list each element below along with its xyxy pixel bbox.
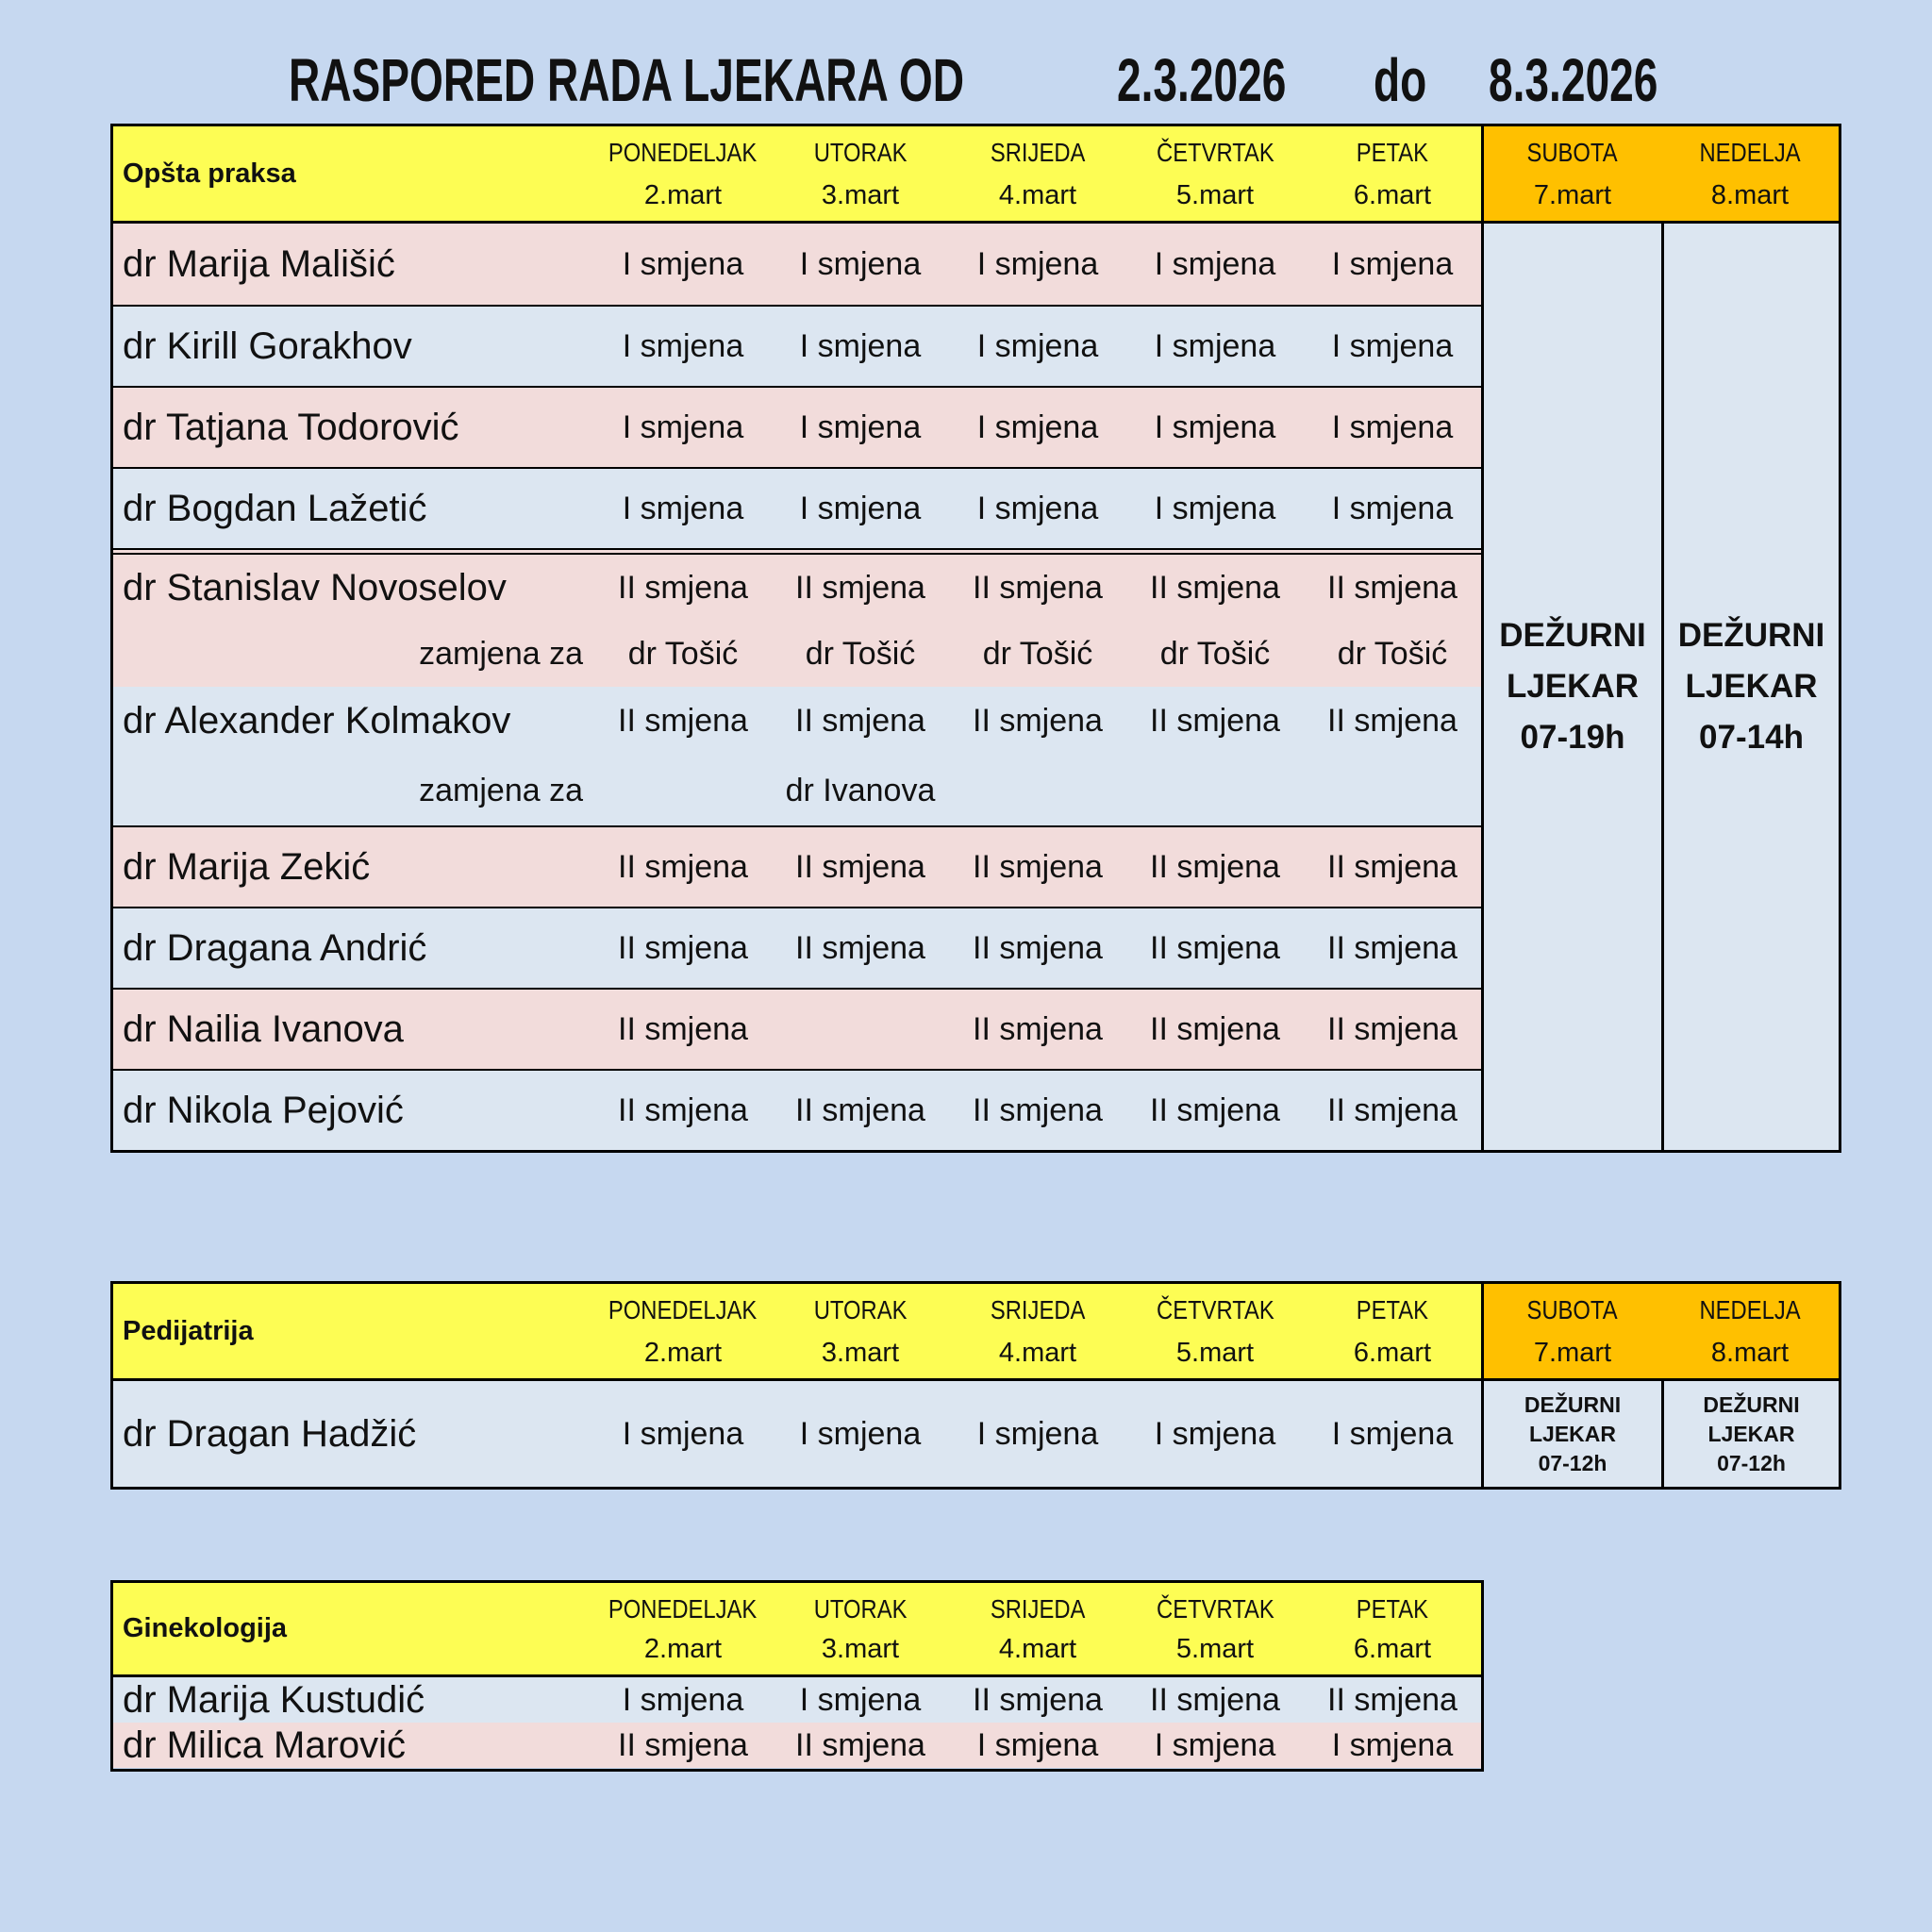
doctor-name: dr Dragana Andrić	[123, 926, 427, 969]
section-label: Pedijatrija	[123, 1315, 254, 1346]
doctor-row	[113, 1069, 1481, 1150]
weekend-header	[1481, 126, 1839, 221]
doctor-name: dr Marija Mališić	[123, 242, 395, 285]
shift-cell: II smjena	[618, 1091, 748, 1128]
day-name: UTORAK	[813, 138, 908, 167]
table-ginekologija	[110, 1580, 1484, 1772]
day-header-thursday	[1126, 126, 1304, 221]
duty-line: 07-12h	[1538, 1450, 1607, 1475]
day-header-saturday	[1484, 1284, 1661, 1378]
shift-cell: II smjena	[618, 1726, 748, 1763]
doctor-row-with-substitute	[113, 548, 1481, 687]
title-text: RASPORED RADA LJEKARA OD	[289, 46, 964, 114]
shift-cell: I smjena	[622, 1415, 744, 1452]
shift-cell: II smjena	[618, 703, 748, 740]
shift-cell: I smjena	[799, 408, 922, 445]
section-label: Ginekologija	[123, 1613, 288, 1643]
shift-cell: I smjena	[1154, 490, 1276, 526]
shift-cell: I smjena	[1154, 1415, 1276, 1452]
day-header-friday	[1304, 1284, 1481, 1378]
day-header-sunday	[1661, 126, 1839, 221]
day-header-tuesday	[772, 126, 949, 221]
shift-cell: II smjena	[973, 1681, 1103, 1718]
substitute-cell: dr Tošić	[805, 635, 916, 672]
shift-cell: I smjena	[976, 327, 1099, 364]
section-label: Opšta praksa	[123, 158, 296, 189]
substitute-label: zamjena za	[419, 635, 583, 672]
doctor-name: dr Nailia Ivanova	[123, 1008, 404, 1050]
day-name: ČETVRTAK	[1156, 138, 1274, 167]
day-name: UTORAK	[813, 1295, 908, 1324]
day-header-saturday	[1484, 126, 1661, 221]
doctor-row	[113, 907, 1481, 988]
shift-cell: I smjena	[1331, 245, 1454, 282]
doctor-row	[113, 1723, 1481, 1768]
day-date: 6.mart	[1353, 1338, 1432, 1368]
doctor-row	[113, 1381, 1481, 1487]
shift-cell: II smjena	[618, 929, 748, 966]
saturday-duty-cell	[1484, 224, 1661, 1150]
day-date: 8.mart	[1710, 180, 1790, 210]
day-header-sunday	[1661, 1284, 1839, 1378]
day-header-tuesday	[772, 1284, 949, 1378]
shift-cell: II smjena	[1150, 703, 1280, 740]
shift-cell: II smjena	[795, 1726, 925, 1763]
day-date: 3.mart	[821, 1634, 900, 1664]
duty-line: DEŽURNI	[1524, 1391, 1622, 1417]
substitute-line	[113, 621, 1481, 687]
substitute-cell: dr Tošić	[982, 635, 1093, 672]
day-date: 5.mart	[1175, 1634, 1255, 1664]
day-header-wednesday	[949, 126, 1126, 221]
shift-cell: II smjena	[1150, 1010, 1280, 1047]
day-name: UTORAK	[813, 1594, 908, 1624]
day-date: 6.mart	[1353, 1634, 1432, 1664]
duty-line: DEŽURNI	[1499, 617, 1646, 654]
doctor-row	[113, 305, 1481, 386]
day-date: 4.mart	[998, 180, 1077, 210]
day-name: SRIJEDA	[990, 1295, 1086, 1324]
day-date: 3.mart	[821, 180, 900, 210]
table-header	[113, 126, 1839, 224]
day-date: 5.mart	[1175, 180, 1255, 210]
title-date-from: 2.3.2026	[1117, 46, 1287, 114]
shift-cell: II smjena	[1150, 1681, 1280, 1718]
shift-line	[113, 555, 1481, 621]
shift-cell: II smjena	[973, 848, 1103, 885]
saturday-duty-cell	[1484, 1381, 1661, 1487]
sunday-duty-cell	[1661, 1381, 1839, 1487]
shift-cell: II smjena	[1150, 1091, 1280, 1128]
weekend-duty-block	[1481, 1381, 1839, 1487]
doctor-name: dr Marija Kustudić	[123, 1678, 425, 1721]
table-opsta-praksa	[110, 124, 1841, 1153]
day-name: NEDELJA	[1699, 138, 1801, 167]
day-header-monday	[594, 126, 772, 221]
day-name: NEDELJA	[1699, 1295, 1801, 1324]
substitute-cell: dr Tošić	[1337, 635, 1448, 672]
day-header-thursday	[1126, 1284, 1304, 1378]
shift-cell: II smjena	[973, 1010, 1103, 1047]
doctor-name: dr Stanislav Novoselov	[123, 566, 507, 608]
day-date: 2.mart	[643, 180, 723, 210]
day-header-thursday	[1126, 1583, 1304, 1674]
shift-cell: I smjena	[976, 1415, 1099, 1452]
shift-cell: II smjena	[618, 1010, 748, 1047]
page-title	[0, 45, 1932, 115]
shift-cell: I smjena	[799, 245, 922, 282]
shift-cell: II smjena	[973, 929, 1103, 966]
day-name: SRIJEDA	[990, 138, 1086, 167]
day-name: PONEDELJAK	[608, 138, 758, 167]
day-name: ČETVRTAK	[1156, 1295, 1274, 1324]
doctor-row	[113, 467, 1481, 548]
day-name: PONEDELJAK	[608, 1594, 758, 1624]
duty-line: DEŽURNI	[1677, 617, 1825, 654]
duty-line: LJEKAR	[1685, 668, 1818, 705]
shift-cell: I smjena	[1331, 1415, 1454, 1452]
shift-cell: II smjena	[795, 569, 925, 606]
shift-cell: I smjena	[622, 245, 744, 282]
shift-cell: I smjena	[799, 1415, 922, 1452]
substitute-label: zamjena za	[419, 772, 583, 808]
substitute-cell: dr Tošić	[1159, 635, 1271, 672]
shift-cell: I smjena	[976, 408, 1099, 445]
shift-cell: II smjena	[1327, 1010, 1457, 1047]
doctor-row-with-substitute	[113, 687, 1481, 825]
day-date: 5.mart	[1175, 1338, 1255, 1368]
day-name: PETAK	[1356, 138, 1429, 167]
duty-line: LJEKAR	[1506, 668, 1640, 705]
shift-cell: II smjena	[795, 703, 925, 740]
day-header-monday	[594, 1284, 772, 1378]
duty-line: 07-19h	[1520, 719, 1625, 756]
shift-cell: II smjena	[1150, 848, 1280, 885]
doctor-row	[113, 825, 1481, 907]
day-header-friday	[1304, 126, 1481, 221]
doctor-name: dr Nikola Pejović	[123, 1089, 404, 1131]
shift-cell: II smjena	[973, 703, 1103, 740]
doctor-name: dr Bogdan Lažetić	[123, 487, 427, 529]
doctor-name: dr Tatjana Todorović	[123, 406, 459, 448]
day-date: 4.mart	[998, 1634, 1077, 1664]
shift-cell: I smjena	[1154, 245, 1276, 282]
day-name: SUBOTA	[1526, 1295, 1619, 1324]
substitute-cell: dr Ivanova	[785, 772, 936, 808]
doctor-name: dr Kirill Gorakhov	[123, 325, 412, 367]
shift-cell: I smjena	[1331, 408, 1454, 445]
shift-cell: I smjena	[622, 408, 744, 445]
shift-cell: I smjena	[1154, 1726, 1276, 1763]
doctor-row	[113, 1677, 1481, 1723]
shift-cell: II smjena	[795, 1091, 925, 1128]
day-name: SUBOTA	[1526, 138, 1619, 167]
shift-line	[113, 687, 1481, 757]
shift-cell: I smjena	[622, 327, 744, 364]
shift-cell: II smjena	[618, 848, 748, 885]
day-date: 7.mart	[1533, 1338, 1612, 1368]
substitute-line	[113, 757, 1481, 826]
shift-cell: II smjena	[1327, 1681, 1457, 1718]
shift-cell: I smjena	[1154, 408, 1276, 445]
duty-line: 07-14h	[1699, 719, 1804, 756]
day-date: 7.mart	[1533, 180, 1612, 210]
shift-cell: I smjena	[1154, 327, 1276, 364]
shift-cell: II smjena	[1150, 569, 1280, 606]
duty-line: LJEKAR	[1528, 1421, 1616, 1446]
weekend-header	[1481, 1284, 1839, 1378]
shift-cell: II smjena	[1327, 929, 1457, 966]
day-name: ČETVRTAK	[1156, 1594, 1274, 1624]
day-date: 4.mart	[998, 1338, 1077, 1368]
day-header-wednesday	[949, 1583, 1126, 1674]
day-header-monday	[594, 1583, 772, 1674]
day-name: SRIJEDA	[990, 1594, 1086, 1624]
shift-cell: I smjena	[622, 1681, 744, 1718]
day-name: PETAK	[1356, 1295, 1429, 1324]
doctor-name: dr Alexander Kolmakov	[123, 700, 511, 742]
day-date: 3.mart	[821, 1338, 900, 1368]
shift-cell: II smjena	[795, 848, 925, 885]
shift-cell: II smjena	[973, 1091, 1103, 1128]
substitute-cell: dr Tošić	[627, 635, 739, 672]
doctor-name: dr Dragan Hadžić	[123, 1412, 417, 1455]
day-name: PETAK	[1356, 1594, 1429, 1624]
shift-cell: II smjena	[1327, 848, 1457, 885]
doctor-name: dr Milica Marović	[123, 1724, 407, 1766]
shift-cell: II smjena	[618, 569, 748, 606]
shift-cell: II smjena	[1327, 1091, 1457, 1128]
day-date: 2.mart	[643, 1338, 723, 1368]
title-separator: do	[1374, 46, 1427, 114]
shift-cell: I smjena	[1331, 1726, 1454, 1763]
duty-line: LJEKAR	[1707, 1421, 1795, 1446]
shift-cell: I smjena	[622, 490, 744, 526]
weekend-duty-block	[1481, 224, 1839, 1150]
shift-cell: II smjena	[973, 569, 1103, 606]
title-date-to: 8.3.2026	[1489, 46, 1658, 114]
doctor-row	[113, 224, 1481, 305]
shift-cell: I smjena	[1331, 490, 1454, 526]
day-header-friday	[1304, 1583, 1481, 1674]
shift-cell: I smjena	[976, 1726, 1099, 1763]
shift-cell: I smjena	[976, 245, 1099, 282]
sunday-duty-cell	[1661, 224, 1839, 1150]
shift-cell: I smjena	[799, 1681, 922, 1718]
day-header-wednesday	[949, 1284, 1126, 1378]
doctor-row	[113, 988, 1481, 1069]
shift-cell: II smjena	[1150, 929, 1280, 966]
day-name: PONEDELJAK	[608, 1295, 758, 1324]
shift-cell: I smjena	[799, 327, 922, 364]
day-header-tuesday	[772, 1583, 949, 1674]
shift-cell: II smjena	[795, 929, 925, 966]
doctor-name: dr Marija Zekić	[123, 845, 371, 888]
table-header	[113, 1284, 1839, 1381]
shift-cell: II smjena	[1327, 569, 1457, 606]
shift-cell: I smjena	[1331, 327, 1454, 364]
table-pedijatrija	[110, 1281, 1841, 1490]
day-date: 6.mart	[1353, 180, 1432, 210]
shift-cell: II smjena	[1327, 703, 1457, 740]
table-header	[113, 1583, 1481, 1677]
doctor-row	[113, 386, 1481, 467]
shift-cell: I smjena	[799, 490, 922, 526]
day-date: 2.mart	[643, 1634, 723, 1664]
duty-line: DEŽURNI	[1703, 1391, 1800, 1417]
day-date: 8.mart	[1710, 1338, 1790, 1368]
shift-cell: I smjena	[976, 490, 1099, 526]
duty-line: 07-12h	[1717, 1450, 1786, 1475]
